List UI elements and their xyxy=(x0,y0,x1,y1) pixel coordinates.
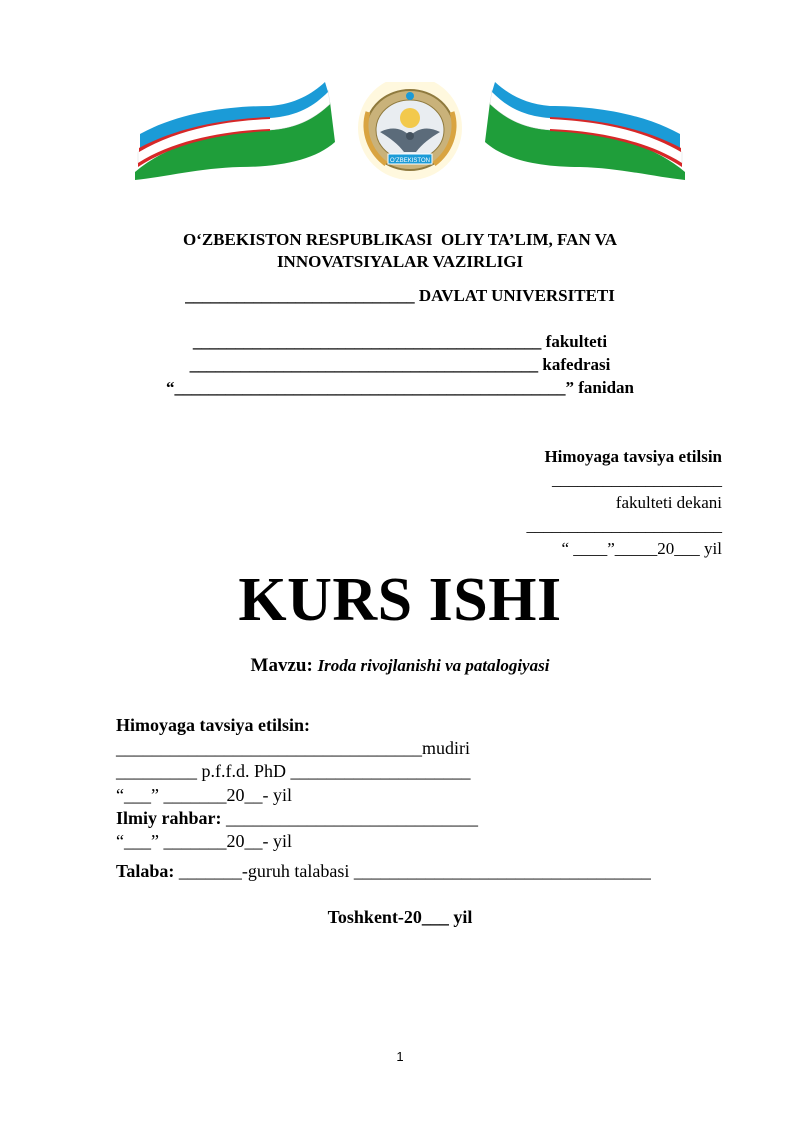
approval-date-2: “___” _______20__- yil xyxy=(116,831,292,851)
approval-date-1: “___” _______20__- yil xyxy=(116,785,292,805)
approval-date: “ ____”_____20___ yil xyxy=(561,539,722,558)
supervisor-label: Ilmiy rahbar: xyxy=(116,808,222,828)
dean-signature-line: _______________________ xyxy=(526,516,722,535)
topic-line xyxy=(0,654,800,678)
approval-signature-line: ____________________ xyxy=(552,470,722,489)
student-info: _______-guruh talabasi _________________________________ xyxy=(174,861,651,881)
approval-heading-bottom: Himoyaga tavsiya etilsin: xyxy=(116,715,310,735)
student-label: Talaba: xyxy=(116,861,175,881)
dean-title: fakulteti dekani xyxy=(615,493,722,512)
city-year: Toshkent-20___ yil xyxy=(327,907,473,927)
ministry-name-line1: O‘ZBEKISTON RESPUBLIKASI OLIY TA’LIM, FAN VA xyxy=(182,230,618,249)
page-number: 1 xyxy=(396,1049,404,1064)
state-emblem-logo xyxy=(130,82,690,180)
supervisor-signature: ____________________________ xyxy=(221,808,478,828)
svg-text:O‘ZBEKISTON: O‘ZBEKISTON xyxy=(390,158,430,164)
topic-label: Mavzu: xyxy=(250,655,313,676)
faculty-line: _________________________________________ fakulteti xyxy=(192,332,608,351)
ministry-name-line2: INNOVATSIYALAR VAZIRLIGI xyxy=(276,252,524,271)
subject-line: “______________________________________________” fanidan xyxy=(166,378,634,397)
degree-line: _________ p.f.f.d. PhD ____________________ xyxy=(116,761,471,781)
department-head-line: __________________________________mudiri xyxy=(116,738,470,758)
topic-value: Iroda rivojlanishi va patalogiyasi xyxy=(317,656,550,675)
approval-heading: Himoyaga tavsiya etilsin xyxy=(544,447,722,466)
university-name-line: ___________________________ DAVLAT UNIVERSITETI xyxy=(185,286,615,305)
document-title: KURS ISHI xyxy=(238,566,562,634)
department-line: _________________________________________ kafedrasi xyxy=(189,355,611,374)
student-line xyxy=(116,860,651,883)
supervisor-line xyxy=(116,807,478,830)
